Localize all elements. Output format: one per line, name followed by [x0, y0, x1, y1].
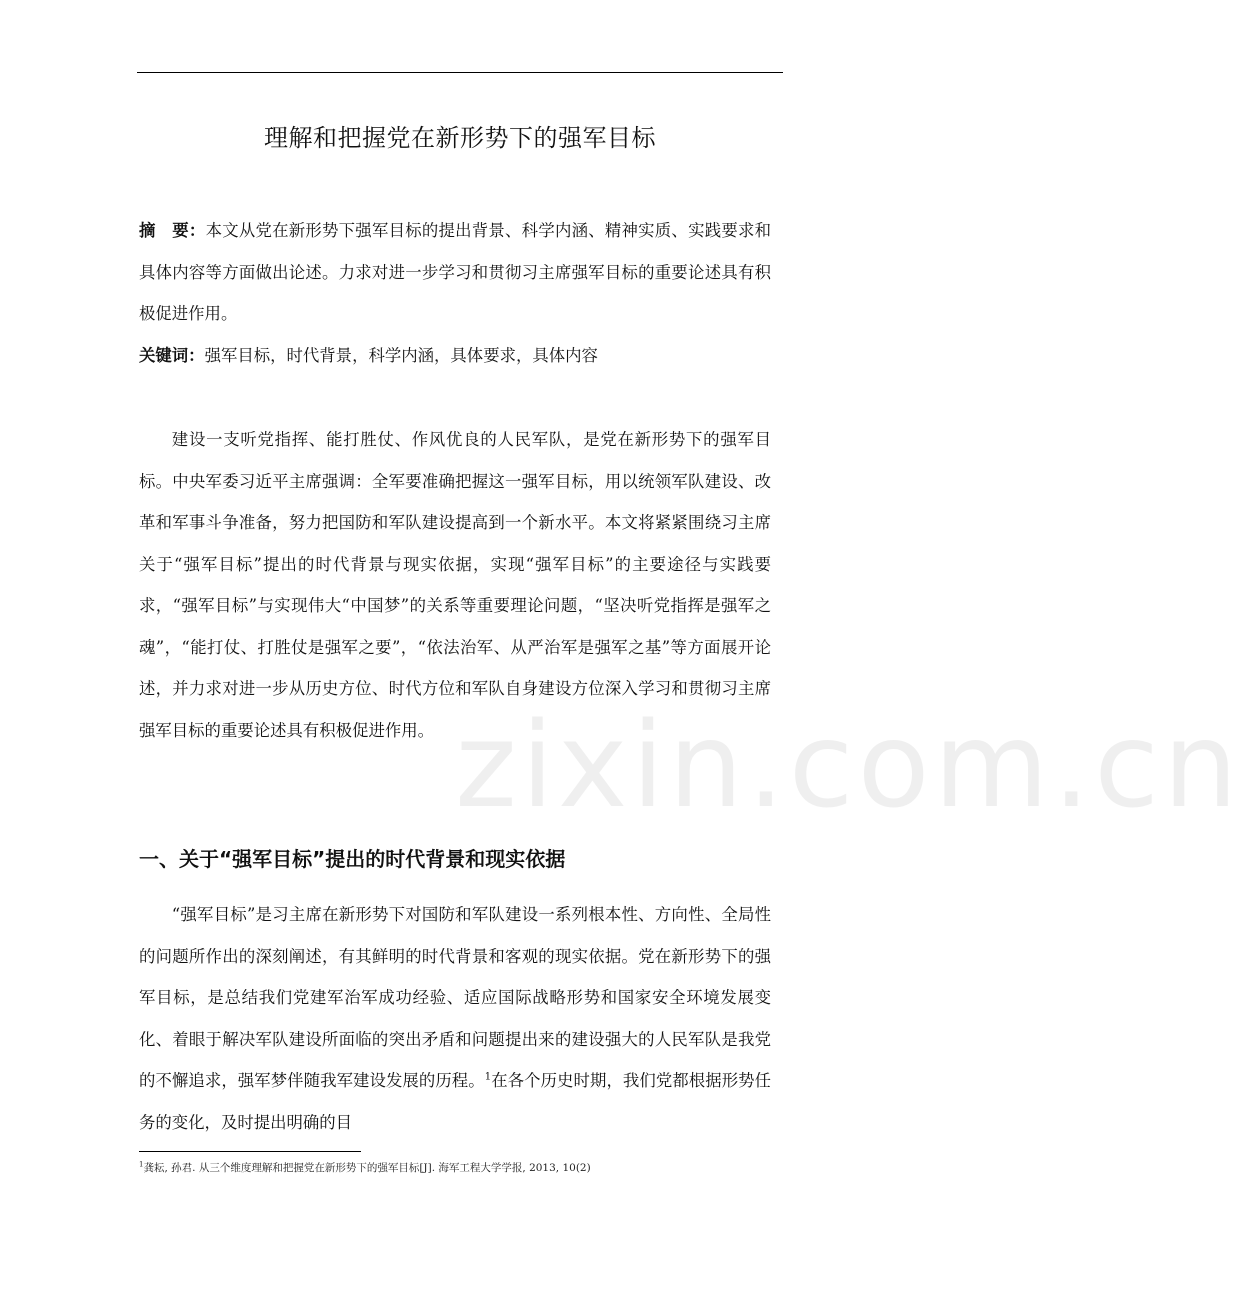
keywords-text: 强军目标，时代背景，科学内涵，具体要求，具体内容: [204, 346, 598, 365]
body-paragraph-2-continuation: 在各个历史时期，我们党都根据形势任务的变化，及时提出明确的目: [139, 1071, 772, 1132]
keywords-label: 关键词：: [139, 346, 205, 365]
section-heading: 一、关于“强军目标”提出的时代背景和现实依据: [139, 847, 566, 871]
watermark: zixin.com.cn: [455, 696, 1242, 834]
body-paragraph-2-text: “强军目标”是习主席在新形势下对国防和军队建设一系列根本性、方向性、全局性的问题所作出的深刻阐述，有其鲜明的时代背景和客观的现实依据。党在新形势下的强军目标，是总结我们党建军治军成功经验、适应国际战略形势和国家安全环境发展变化、着眼于解决军队建设所面临的突出矛盾和问题提出来的建设强大的人民军队是我党的不懈追求，强军梦伴随我军建设发展的历程。: [139, 905, 771, 1090]
body-paragraph-1: 建设一支听党指挥、能打胜仗、作风优良的人民军队，是党在新形势下的强军目标。中央军委习近平主席强调：全军要准确把握这一强军目标，用以统领军队建设、改革和军事斗争准备，努力把国防和军队建设提高到一个新水平。本文将紧紧围绕习主席关于“强军目标”提出的时代背景与现实依据，实现“强军目标”的主要途径与实践要求，“强军目标”与实现伟大“中国梦”的关系等重要理论问题，“坚决听党指挥是强军之魂”，“能打仗、打胜仗是强军之要”，“依法治军、从严治军是强军之基”等方面展开论述，并力求对进一步从历史方位、时代方位和军队自身建设方位深入学习和贯彻习主席强军目标的重要论述具有积极促进作用。: [139, 430, 771, 740]
abstract-text: 本文从党在新形势下强军目标的提出背景、科学内涵、精神实质、实践要求和具体内容等方面做出论述。力求对进一步学习和贯彻习主席强军目标的重要论述具有积极促进作用。: [139, 221, 772, 323]
document-title: 理解和把握党在新形势下的强军目标: [264, 124, 656, 152]
footnote-rule: [139, 1151, 361, 1152]
abstract: [139, 210, 771, 335]
body-paragraph-2: [139, 894, 771, 1143]
keywords: [139, 335, 771, 377]
footnote: [139, 1160, 591, 1175]
header-rule: [137, 72, 783, 73]
footnote-marker: 1: [139, 1160, 144, 1169]
footnote-text: 龚耘, 孙君. 从三个维度理解和把握党在新形势下的强军目标[J]. 海军工程大学学报, 2013, 10(2): [143, 1162, 591, 1174]
footnote-reference[interactable]: 1: [484, 1071, 492, 1083]
abstract-label: 摘 要：: [139, 221, 206, 240]
